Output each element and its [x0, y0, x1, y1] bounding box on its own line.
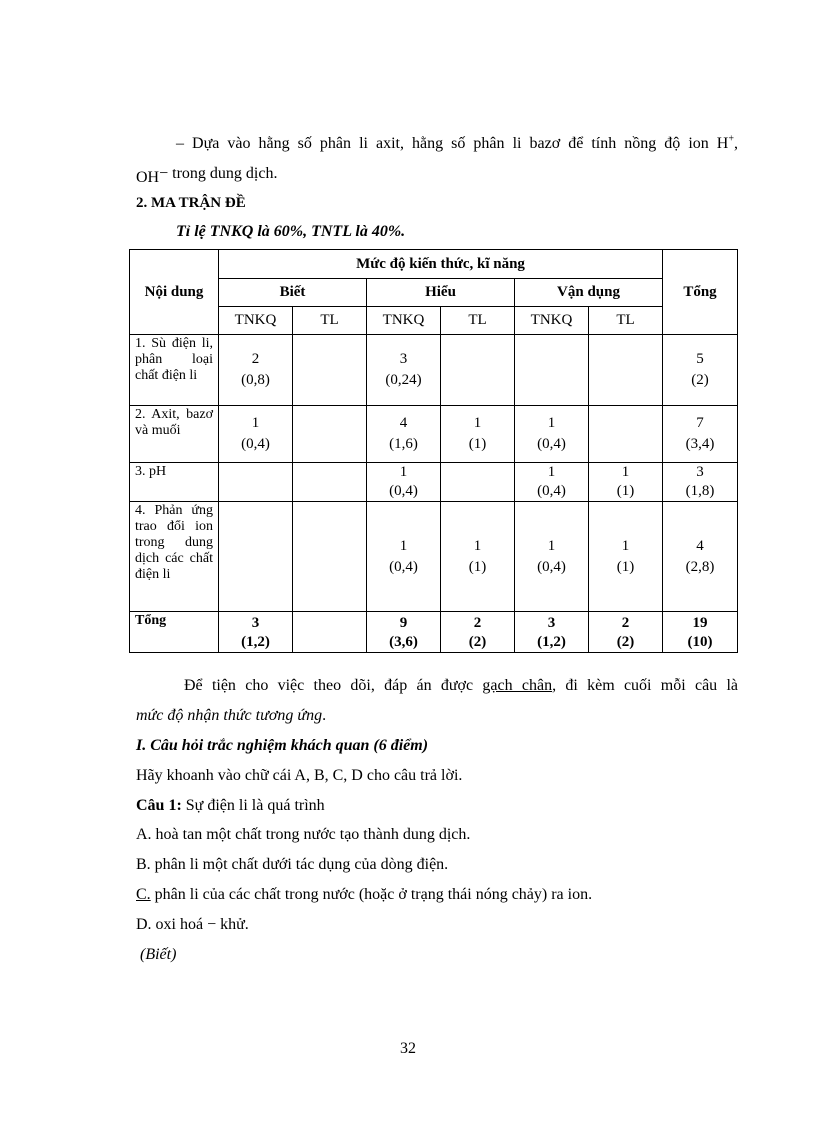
table-total-row: [130, 612, 738, 653]
cell: 1 (0,4): [515, 502, 589, 612]
cell: [219, 502, 293, 612]
row-total: 7 (3,4): [663, 406, 738, 463]
note-underlined: gạch chân: [482, 677, 553, 694]
note-line-2: [136, 706, 326, 726]
row-content: 2. Axit, bazơ và muối: [130, 406, 219, 463]
table-row: [130, 502, 738, 612]
table-row: [130, 406, 738, 463]
total-cell: 3 (1,2): [515, 612, 589, 653]
cell: 1 (1): [589, 502, 663, 612]
header-sub: TL: [441, 307, 515, 335]
header-group-understand: Hiểu: [367, 279, 515, 307]
cell: 1 (0,4): [515, 463, 589, 502]
option-c-letter: C.: [136, 886, 151, 903]
cell: 3 (0,24): [367, 335, 441, 406]
question-1-label: Câu 1:: [136, 797, 182, 814]
row-total: 3 (1,8): [663, 463, 738, 502]
intro-line-1-text: – Dựa vào hằng số phân li axit, hằng số phân li bazơ để tính nồng độ ion H: [176, 135, 729, 152]
h-plus-superscript: +: [728, 133, 734, 145]
header-sub: TNKQ: [515, 307, 589, 335]
total-cell: 2 (2): [441, 612, 515, 653]
cell: [441, 463, 515, 502]
cell: [293, 406, 367, 463]
cell: [589, 335, 663, 406]
row-total: 4 (2,8): [663, 502, 738, 612]
question-1-level: (Biết): [140, 946, 177, 963]
question-1-text: Sự điện li là quá trình: [181, 797, 325, 814]
header-content: Nội dung: [130, 250, 219, 335]
cell: 1 (0,4): [367, 463, 441, 502]
header-total: Tổng: [663, 250, 738, 335]
option-d: D. oxi hoá − khử.: [136, 916, 249, 933]
total-cell: 2 (2): [589, 612, 663, 653]
cell: 2 (0,8): [219, 335, 293, 406]
table-row: [130, 335, 738, 406]
total-cell: 9 (3,6): [367, 612, 441, 653]
cell: [293, 502, 367, 612]
note-text-b: , đi kèm cuối mỗi câu là: [552, 677, 739, 694]
cell: [441, 335, 515, 406]
row-content: 3. pH: [130, 463, 219, 502]
cell: 1 (0,4): [367, 502, 441, 612]
row-content: 4. Phản ứng trao đổi ion trong dung dịch các chất điện li: [130, 502, 219, 612]
cell: 1 (1): [441, 502, 515, 612]
header-sub: TL: [293, 307, 367, 335]
section-heading: 2. MA TRẬN ĐỀ: [136, 195, 246, 211]
header-sub: TNKQ: [219, 307, 293, 335]
part1-instruction: Hãy khoanh vào chữ cái A, B, C, D cho câu trả lời.: [136, 767, 463, 784]
note-italic: mức độ nhận thức tương ứng: [136, 707, 323, 724]
total-cell: [293, 612, 367, 653]
matrix-table: [129, 249, 738, 653]
note-text-a: Để tiện cho việc theo dõi, đáp án được: [184, 677, 483, 694]
cell: [219, 463, 293, 502]
intro-line-2-text: − trong dung dịch.: [159, 165, 278, 182]
question-1-stem: [136, 796, 325, 816]
table-row: [130, 463, 738, 502]
grand-total: 19 (10): [663, 612, 738, 653]
ratio-line: Tỉ lệ TNKQ là 60%, TNTL là 40%.: [176, 223, 406, 240]
row-total: 5 (2): [663, 335, 738, 406]
cell: [589, 406, 663, 463]
oh-ion: OH: [136, 169, 160, 186]
cell: 1 (1): [441, 406, 515, 463]
part1-heading: I. Câu hỏi trắc nghiệm khách quan (6 điểm): [136, 737, 429, 754]
note-end: .: [322, 707, 327, 724]
cell: 1 (0,4): [515, 406, 589, 463]
header-group-apply: Vận dụng: [515, 279, 663, 307]
intro-line-1-end: ,: [734, 135, 738, 152]
cell: [515, 335, 589, 406]
intro-line-2: [136, 164, 277, 184]
cell: 1 (1): [589, 463, 663, 502]
row-content: 1. Sù điện li, phân loại chất điện li: [130, 335, 219, 406]
option-b: B. phân li một chất dưới tác dụng của dòng điện.: [136, 856, 449, 873]
cell: 4 (1,6): [367, 406, 441, 463]
option-c-text: phân li của các chất trong nước (hoặc ở trạng thái nóng chảy) ra ion.: [150, 886, 593, 903]
header-group-know: Biết: [219, 279, 367, 307]
cell: 1 (0,4): [219, 406, 293, 463]
header-level: Mức độ kiến thức, kĩ năng: [219, 250, 663, 279]
total-cell: 3 (1,2): [219, 612, 293, 653]
total-row-label: Tổng: [130, 612, 219, 653]
intro-line-1: [176, 134, 738, 154]
page-number: 32: [400, 1040, 416, 1057]
cell: [293, 335, 367, 406]
header-sub: TNKQ: [367, 307, 441, 335]
option-a: A. hoà tan một chất trong nước tạo thành dung dịch.: [136, 826, 471, 843]
option-c: [136, 885, 592, 905]
note-line-1: [184, 676, 738, 696]
header-sub: TL: [589, 307, 663, 335]
cell: [293, 463, 367, 502]
